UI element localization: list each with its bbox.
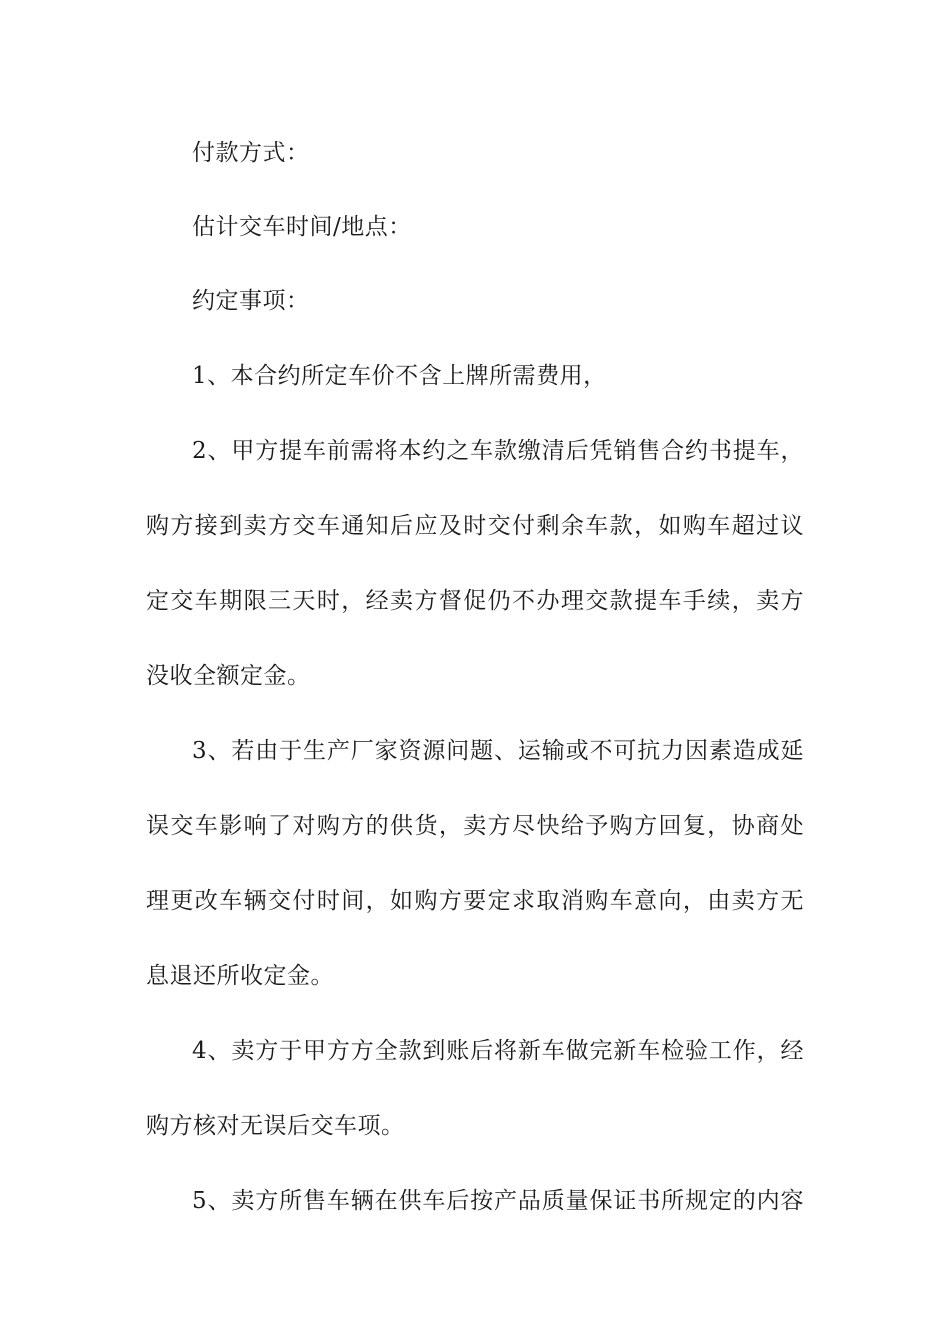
clause-3-line-1: 3、若由于生产厂家资源问题、运输或不可抗力因素造成延 [192,738,804,764]
payment-method-label: 付款方式： [192,140,310,166]
clause-2-line-3: 定交车期限三天时，经卖方督促仍不办理交款提车手续，卖方 [146,588,804,614]
clause-3-line-3: 理更改车辆交付时间，如购方要定求取消购车意向，由卖方无 [146,888,804,914]
clause-5-line-1: 5、卖方所售车辆在供车后按产品质量保证书所规定的内容 [192,1188,804,1214]
clause-4-line-1: 4、卖方于甲方方全款到账后将新车做完新车检验工作，经 [192,1038,804,1064]
clause-2-line-4: 没收全额定金。 [146,663,311,689]
clause-2-line-1: 2、甲方提车前需将本约之车款缴清后凭销售合约书提车， [192,438,804,464]
clause-1: 1、本合约所定车价不含上牌所需费用， [192,363,607,389]
clause-3-line-4: 息退还所收定金。 [146,963,334,989]
clause-2-line-2: 购方接到卖方交车通知后应及时交付剩余车款，如购车超过议 [146,513,804,539]
agreed-terms-heading: 约定事项： [192,288,310,314]
delivery-time-place-label: 估计交车时间/地点： [192,214,412,240]
clause-3-line-2: 误交车影响了对购方的供货，卖方尽快给予购方回复，协商处 [146,813,804,839]
clause-4-line-2: 购方核对无误后交车项。 [146,1113,405,1139]
